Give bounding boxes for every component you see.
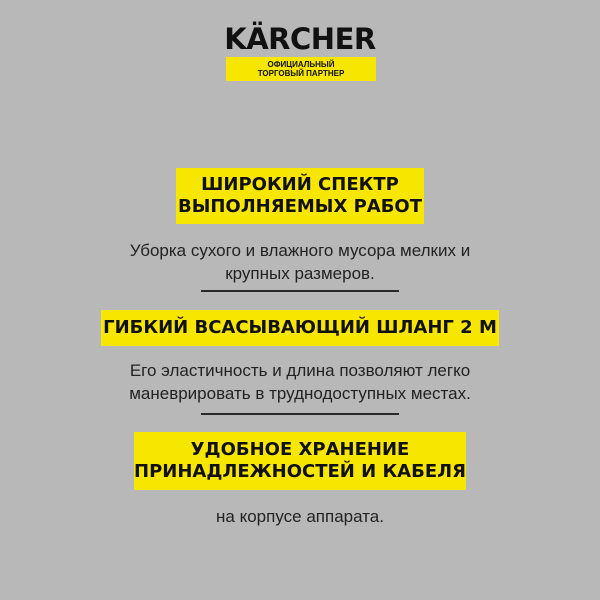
- feature-title-convenient-storage: [134, 432, 466, 490]
- partner-badge-line-2: ТОРГОВЫЙ ПАРТНЕР: [257, 69, 345, 78]
- brand-header: [0, 22, 600, 56]
- feature-description-convenient-storage: [0, 505, 600, 528]
- karcher-logo: KÄRCHER: [224, 22, 376, 56]
- feature-title-line: ГИБКИЙ ВСАСЫВАЮЩИЙ ШЛАНГ 2 М: [103, 317, 497, 338]
- partner-badge-line-1: ОФИЦИАЛЬНЫЙ: [267, 60, 335, 69]
- feature-title-line: ВЫПОЛНЯЕМЫХ РАБОТ: [177, 196, 423, 217]
- feature-title-line: ПРИНАДЛЕЖНОСТЕЙ И КАБЕЛЯ: [134, 461, 466, 482]
- section-divider: [201, 290, 399, 292]
- feature-description-line: крупных размеров.: [225, 264, 375, 283]
- feature-description-line: маневрировать в труднодоступных местах.: [129, 384, 471, 403]
- official-partner-badge: [226, 57, 376, 81]
- feature-title-wide-range: [176, 168, 424, 224]
- section-divider: [201, 413, 399, 415]
- feature-description-line: на корпусе аппарата.: [216, 507, 384, 526]
- feature-description-flexible-hose: [0, 359, 600, 405]
- feature-description-wide-range: [0, 239, 600, 285]
- feature-description-line: Его эластичность и длина позволяют легко: [129, 361, 471, 380]
- feature-title-line: УДОБНОЕ ХРАНЕНИЕ: [190, 439, 410, 460]
- feature-description-line: Уборка сухого и влажного мусора мелких и: [129, 241, 471, 260]
- feature-title-flexible-hose: [101, 310, 499, 346]
- feature-title-line: ШИРОКИЙ СПЕКТР: [201, 174, 399, 195]
